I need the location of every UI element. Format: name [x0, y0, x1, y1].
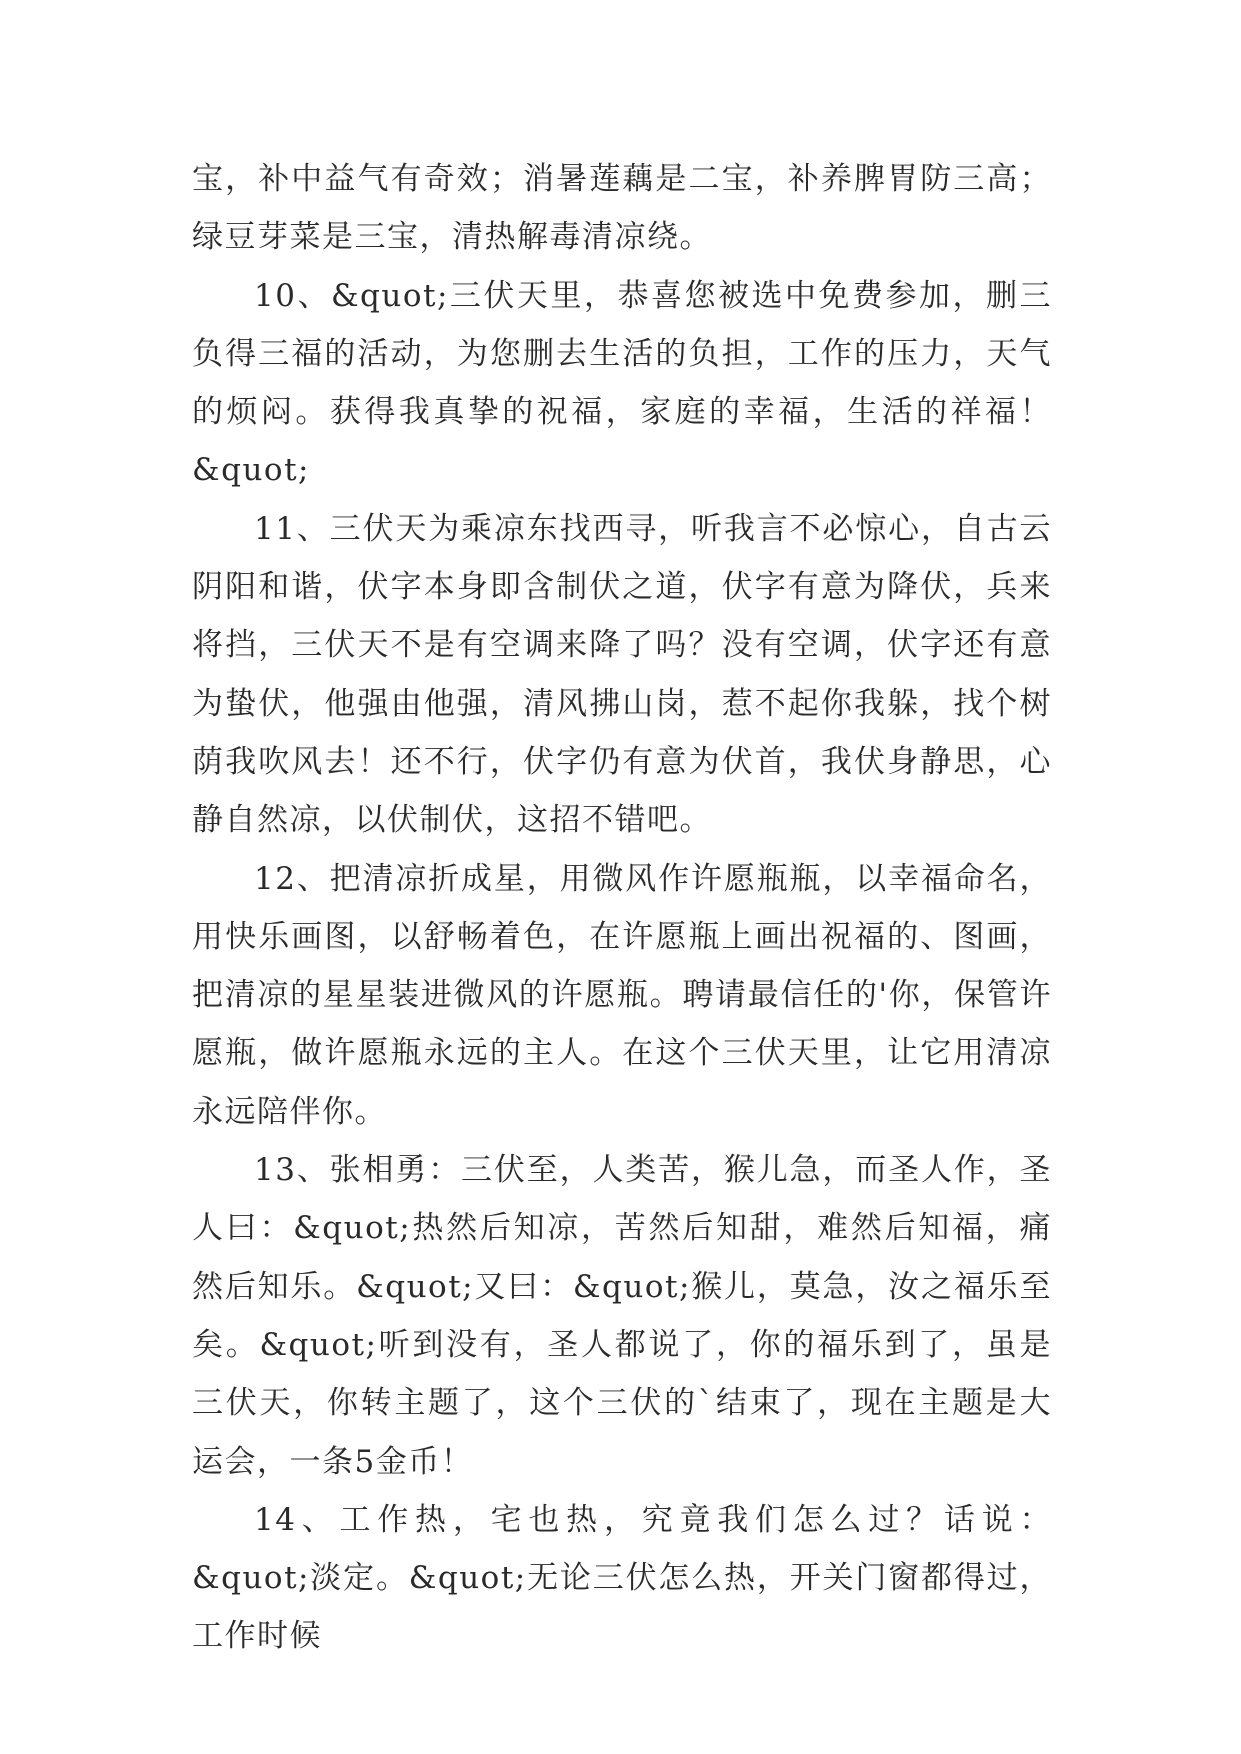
- paragraph-item-10: 10、&quot;三伏天里，恭喜您被选中免费参加，删三负得三福的活动，为您删去生活的负担，工作的压力，天气的烦闷。获得我真挚的祝福，家庭的幸福，生活的祥福！&quot;: [192, 277, 1052, 489]
- paragraph-item-11: 11、三伏天为乘凉东找西寻，听我言不必惊心，自古云阴阳和谐，伏字本身即含制伏之道，伏字有意为降伏，兵来将挡，三伏天不是有空调来降了吗？没有空调，伏字还有意为蛰伏，他强由他强，清风拂山岗，惹不起你我躲，找个树荫我吹风去！还不行，伏字仍有意为伏首，我伏身静思，心静自然凉，以伏制伏，这招不错吧。: [192, 510, 1052, 839]
- paragraph-continuation: 宝，补中益气有奇效；消暑莲藕是二宝，补养脾胃防三高；绿豆芽菜是三宝，清热解毒清凉绕。: [192, 161, 1052, 256]
- paragraph-item-14: 14、工作热，宅也热，究竟我们怎么过？话说：&quot;淡定。&quot;无论三伏怎么热，开关门窗都得过，工作时候: [192, 1501, 1052, 1655]
- document-body: [192, 150, 1052, 1666]
- paragraph-item-12: 12、把清凉折成星，用微风作许愿瓶瓶，以幸福命名，用快乐画图，以舒畅着色，在许愿瓶上画出祝福的、图画，把清凉的星星装进微风的许愿瓶。聘请最信任的'你，保管许愿瓶，做许愿瓶永远的主人。在这个三伏天里，让它用清凉永远陪伴你。: [192, 860, 1052, 1130]
- paragraph-item-13: 13、张相勇：三伏至，人类苦，猴儿急，而圣人作，圣人曰：&quot;热然后知凉，苦然后知甜，难然后知福，痛然后知乐。&quot;又曰：&quot;猴儿，莫急，汝之福乐至矣。&quot;听到没有，圣人都说了，你的福乐到了，虽是三伏天，你转主题了，这个三伏的`结束了，现在主题是大运会，一条5金币！: [192, 1152, 1052, 1480]
